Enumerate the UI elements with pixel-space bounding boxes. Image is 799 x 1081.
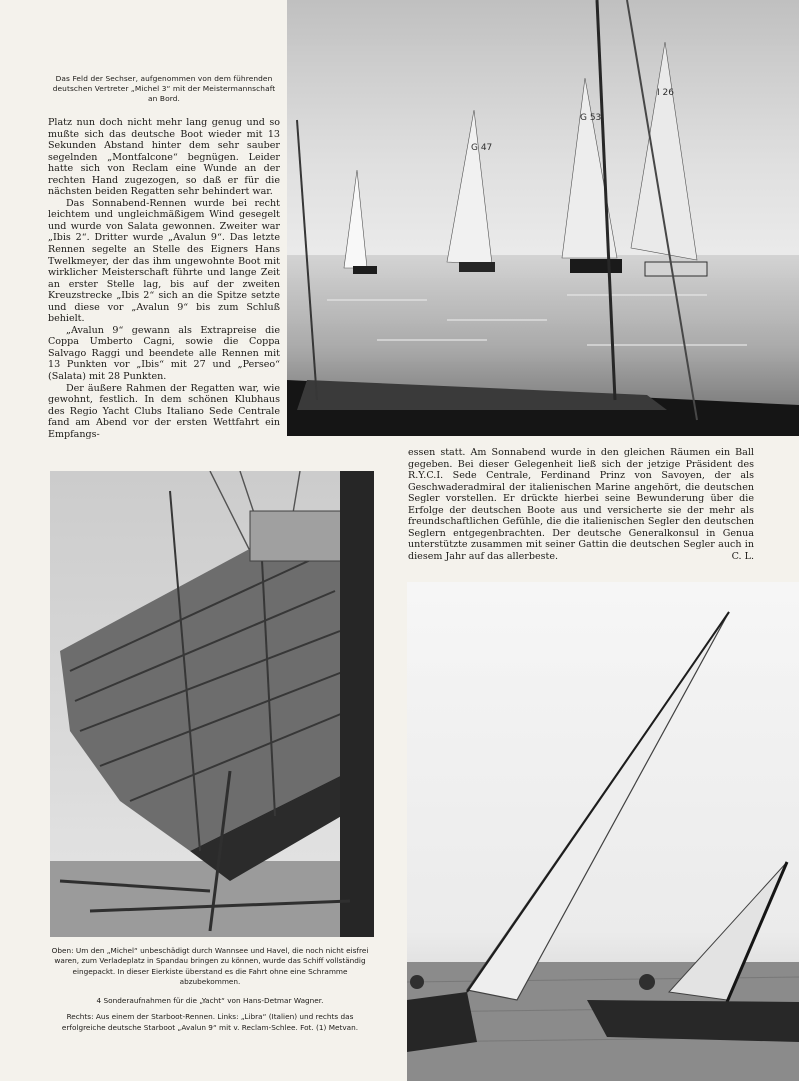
packed-boat-caption: Oben: Um den „Michel“ unbeschädigt durch Wannsee und Havel, die noch nicht eisfrei waren, zum Verladeplatz in Spandau bringen zu können, wurde das Schiff vollständig eingepackt. In dieser Eierkiste überstand es die Fahrt ohne eine Schramme abzubekommen. <box>51 946 369 986</box>
regatta-caption: Das Feld der Sechser, aufgenommen von dem führenden deutschen Vertreter „Michel 3“ mit der Meistermannschaft an Bord. <box>52 74 276 103</box>
article-paragraph-5: essen statt. Am Sonnabend wurde in den gleichen Räumen ein Ball gegeben. Bei dieser Gelegenheit ließ sich der jetzige Präsident des R.Y.C.I. Sede Centrale, Ferdinand Prinz von Savoyen, der als Geschwaderadmiral der italienischen Marine angehört, die deutschen Segler vorstellen. Er drückte hierbei seine Bewunderung über die Erfolge der deutschen Boote aus und versicherte sie der mehr als freundschaftlichen Gefühle, die die italienischen Segler den deutschen Seglern entgegenbrachten. Der deutsche Generalkonsul in Genua unterstützte zusammen mit seiner Gattin die deutschen Segler auch in diesem Jahr auf das allerbeste. <box>408 447 754 562</box>
bottom-captions <box>46 946 374 1033</box>
sail-number-2: G 53 <box>580 113 602 123</box>
starboat-caption: Rechts: Aus einem der Starboot-Rennen. Links: „Libra“ (Italien) und rechts das erfolgreiche deutsche Starboot „Avalun 9“ mit v. Reclam-Schlee. Fot. (1) Metvan. <box>61 1012 359 1032</box>
packed-boat-photo <box>50 471 374 937</box>
article-column-right <box>408 447 754 562</box>
article-paragraph-3: „Avalun 9“ gewann als Extrapreise die Coppa Umberto Cagni, sowie die Coppa Salvago Raggi und beendete alle Rennen mit 13 Punkten vor „Ibis“ mit 27 und „Perseo“ (Salata) mit 28 Punkten. <box>48 324 280 383</box>
article-paragraph-2: Das Sonnabend-Rennen wurde bei recht leichtem und ungleichmäßigem Wind gesegelt und wurde von Salata gewonnen. Zweiter war „Ibis 2“. Dritter wurde „Avalun 9“. Das letzte Rennen segelte an Stelle des Eigners Hans Twelkmeyer, der das ihm ungewohnte Boot mit wirklicher Meisterschaft führte und lange Zeit an erster Stelle lag, bis auf der zweiten Kreuzstrecke „Ibis 2“ sich an die Spitze setzte und diese vor „Avalun 9“ bis zum Schluß behielt. <box>48 197 280 325</box>
sail-number-3: I 26 <box>657 88 674 98</box>
author-signature: C. L. <box>731 550 754 562</box>
regatta-photo <box>287 0 799 436</box>
sail-number-1: G 47 <box>471 143 493 153</box>
photo-credit: 4 Sonderaufnahmen für die „Yacht“ von Hans-Detmar Wagner. <box>96 996 324 1006</box>
article-column-left <box>48 117 280 440</box>
article-paragraph-1: Platz nun doch nicht mehr lang genug und so mußte sich das deutsche Boot wieder mit 13 Sekunden Abstand hinter dem sehr sauber segelnden „Montfalcone“ begnügen. Leider hatte sich von Reclam eine Wunde an der rechten Hand zugezogen, so daß er für die nächsten beiden Regatten sehr behindert war. <box>48 117 280 198</box>
article-paragraph-4: Der äußere Rahmen der Regatten war, wie gewohnt, festlich. In dem schönen Klubhaus des Regio Yacht Clubs Italiano Sede Centrale fand am Abend vor der ersten Wettfahrt ein Empfangs- <box>48 382 280 440</box>
starboat-race-photo <box>407 582 799 1081</box>
